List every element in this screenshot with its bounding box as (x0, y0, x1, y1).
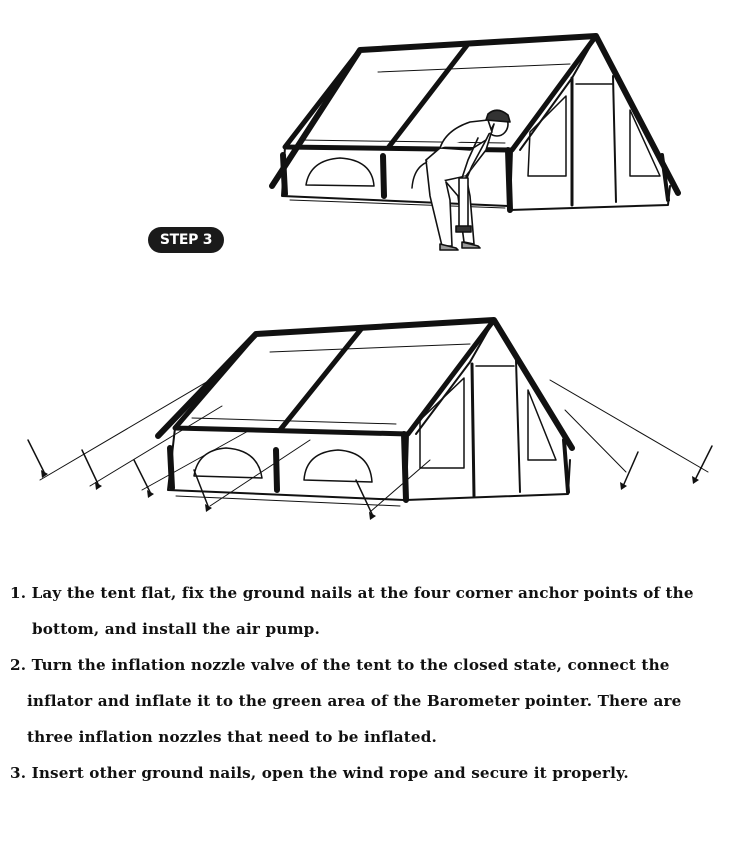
instruction-1-number: 1. (10, 584, 27, 602)
step-badge: STEP 3 (148, 227, 224, 253)
instruction-3-line-1 (10, 764, 629, 782)
instruction-3-number: 3. (10, 764, 27, 782)
instruction-2-line-2: inflator and inflate it to the green area of the Barometer pointer. There are (27, 692, 682, 710)
instruction-2-number: 2. (10, 656, 27, 674)
instruction-2-text: Turn the inflation nozzle valve of the tent to the closed state, connect the (31, 656, 670, 674)
instruction-1-line-2: bottom, and install the air pump. (32, 620, 320, 638)
tent-staked-illustration (0, 300, 750, 540)
instruction-1-text: Lay the tent flat, fix the ground nails at the four corner anchor points of the (31, 584, 694, 602)
instruction-1-line-1 (10, 584, 694, 602)
instruction-2-line-3: three inflation nozzles that need to be inflated. (27, 728, 437, 746)
instruction-2-line-1 (10, 656, 670, 674)
instruction-3-text: Insert other ground nails, open the wind rope and secure it properly. (31, 764, 629, 782)
tent-inflation-illustration (0, 0, 750, 270)
